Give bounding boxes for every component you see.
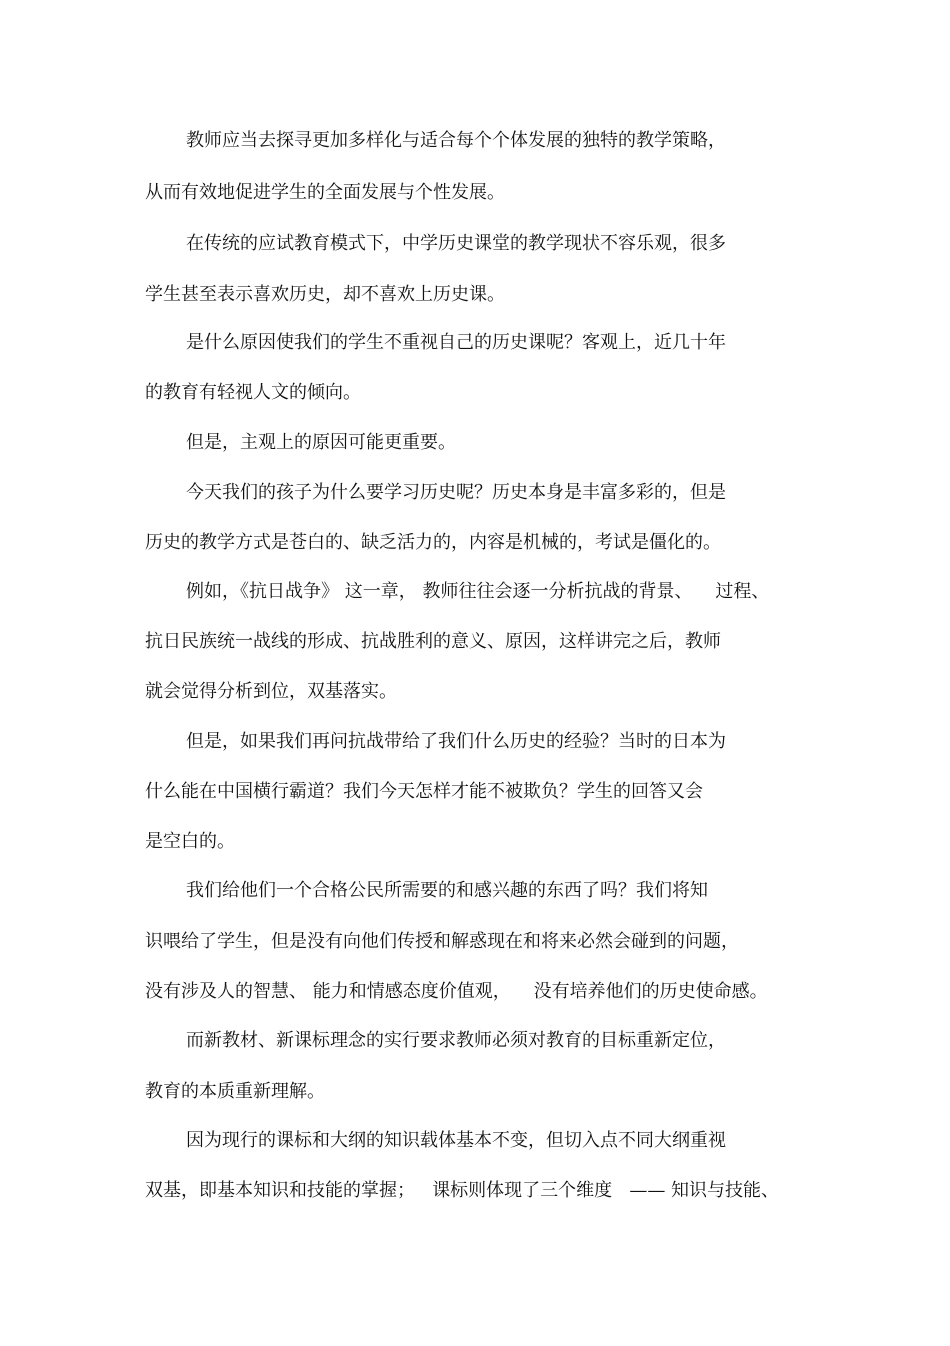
text-line: 因为现行的课标和大纲的知识载体基本不变，但切入点不同大纲重视 [186,1130,726,1151]
text-line: 学生甚至表示喜欢历史，却不喜欢上历史课。 [145,284,505,305]
text-line: 教师应当去探寻更加多样化与适合每个个体发展的独特的教学策略， [186,130,726,151]
text-line: 什么能在中国横行霸道？我们今天怎样才能不被欺负？学生的回答又会 [145,781,703,802]
text-line: 抗日民族统一战线的形成、抗战胜利的意义、原因，这样讲完之后，教师 [145,631,721,652]
text-line: 教育的本质重新理解。 [145,1081,325,1102]
text-line: 但是，主观上的原因可能更重要。 [186,432,456,453]
text-line: 识喂给了学生，但是没有向他们传授和解惑现在和将来必然会碰到的问题， [145,931,739,952]
text-line: 我们给他们一个合格公民所需要的和感兴趣的东西了吗？我们将知 [186,880,708,901]
text-line: 但是，如果我们再问抗战带给了我们什么历史的经验？当时的日本为 [186,731,726,752]
text-line: 在传统的应试教育模式下，中学历史课堂的教学现状不容乐观，很多 [186,233,726,254]
text-line: 的教育有轻视人文的倾向。 [145,382,361,403]
text-line: 今天我们的孩子为什么要学习历史呢？历史本身是丰富多彩的，但是 [186,482,726,503]
text-line: 是什么原因使我们的学生不重视自己的历史课呢？客观上，近几十年 [186,332,726,353]
text-line: 而新教材、新课标理念的实行要求教师必须对教育的目标重新定位， [186,1030,726,1051]
text-line: 就会觉得分析到位，双基落实。 [145,681,397,702]
text-line: 没有涉及人的智慧、 能力和情感态度价值观， 没有培养他们的历史使命感。 [145,981,768,1002]
text-line: 是空白的。 [145,831,235,852]
text-line: 历史的教学方式是苍白的、缺乏活力的，内容是机械的，考试是僵化的。 [145,532,721,553]
text-line: 从而有效地促进学生的全面发展与个性发展。 [145,182,505,203]
text-line: 例如，《抗日战争》 这一章， 教师往往会逐一分析抗战的背景、 过程、 [186,581,770,602]
text-line: 双基，即基本知识和技能的掌握； 课标则体现了三个维度 —— 知识与技能、 [145,1180,780,1201]
